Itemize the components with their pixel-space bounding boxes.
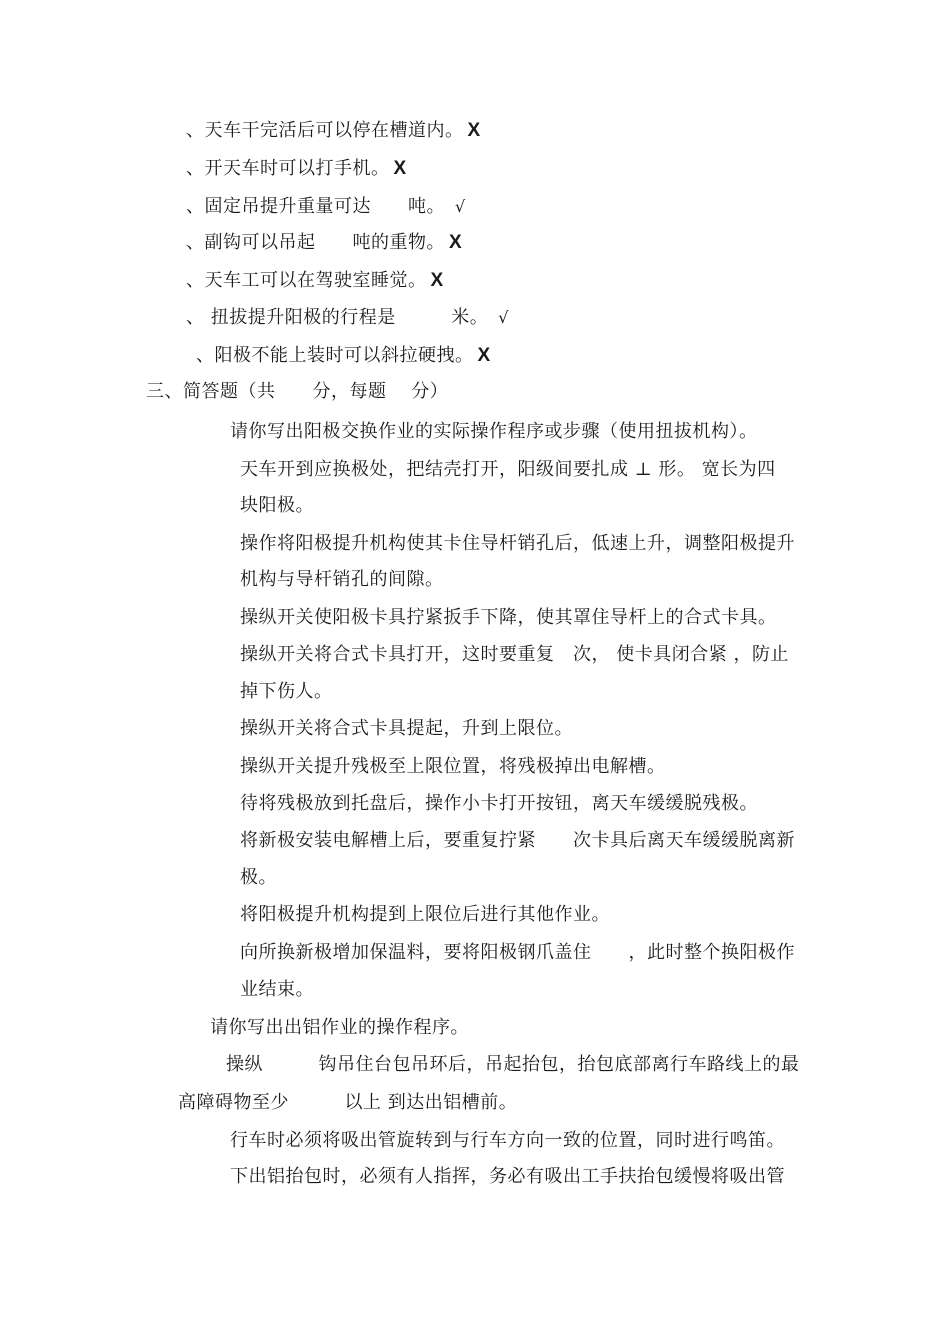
- tf-item-mark: √: [455, 197, 466, 216]
- section-title: 三、简答题（共 分，每题 分）: [146, 381, 449, 402]
- tf-item-text: 、副钩可以吊起 吨的重物。: [186, 232, 445, 253]
- tf-item-mark: X: [449, 232, 463, 253]
- tf-item-text: 、固定吊提升重量可达 吨。: [186, 196, 445, 217]
- tf-item-text: 、天车干完活后可以停在槽道内。: [186, 120, 464, 141]
- tf-item-text: 、阳极不能上装时可以斜拉硬拽。: [196, 345, 474, 366]
- tf-item-3: [186, 195, 466, 219]
- q1-line: 机构与导杆销孔的间隙。: [240, 569, 444, 590]
- tf-item-mark: X: [467, 120, 481, 141]
- q1-line: 向所换新极增加保温料，要将阳极钢爪盖住 ，此时整个换阳极作: [240, 942, 795, 963]
- q2-line: 高障碍物至少 以上 到达出铝槽前。: [178, 1092, 518, 1113]
- question-1-prompt: 请你写出阳极交换作业的实际操作程序或步骤（使用扭拔机构）。: [230, 421, 758, 442]
- q1-line: 极。: [240, 867, 277, 888]
- tf-item-2: [186, 157, 407, 181]
- tf-item-text: 、天车工可以在驾驶室睡觉。: [186, 270, 427, 291]
- q1-line: 天车开到应换极处，把结壳打开，阳级间要扎成 ⊥ 形。 宽长为四: [240, 459, 776, 480]
- tf-item-4: [186, 231, 462, 255]
- q2-line: 下出铝抬包时，必须有人指挥，务必有吸出工手扶抬包缓慢将吸出管: [230, 1166, 785, 1187]
- q1-line: 将新极安装电解槽上后，要重复拧紧 次卡具后离天车缓缓脱离新: [240, 830, 795, 851]
- tf-item-text: 、 扭拔提升阳极的行程是 米。: [186, 307, 489, 328]
- q2-line: 行车时必须将吸出管旋转到与行车方向一致的位置，同时进行鸣笛。: [230, 1130, 785, 1151]
- tf-item-6: [186, 306, 509, 330]
- q1-line: 将阳极提升机构提到上限位后进行其他作业。: [240, 904, 610, 925]
- q1-line: 操纵开关将合式卡具提起，升到上限位。: [240, 718, 573, 739]
- tf-item-7: [196, 344, 491, 368]
- q1-line: 操纵开关将合式卡具打开，这时要重复 次， 使卡具闭合紧 ，防止: [240, 644, 789, 665]
- tf-item-1: [186, 119, 481, 143]
- tf-item-5: [186, 269, 444, 293]
- q1-line: 操纵开关使阳极卡具拧紧扳手下降，使其罩住导杆上的合式卡具。: [240, 607, 777, 628]
- tf-item-text: 、开天车时可以打手机。: [186, 158, 390, 179]
- tf-item-mark: √: [498, 308, 509, 327]
- q2-line: 操纵 钩吊住台包吊环后，吊起抬包，抬包底部离行车路线上的最: [226, 1054, 800, 1075]
- tf-item-mark: X: [393, 158, 407, 179]
- tf-item-mark: X: [477, 345, 491, 366]
- q1-line: 待将残极放到托盘后，操作小卡打开按钮，离天车缓缓脱残极。: [240, 793, 758, 814]
- tf-item-mark: X: [430, 270, 444, 291]
- q1-line: 操纵开关提升残极至上限位置，将残极掉出电解槽。: [240, 756, 666, 777]
- q1-line: 块阳极。: [240, 495, 314, 516]
- q1-line: 掉下伤人。: [240, 681, 333, 702]
- question-2-prompt: 请你写出出铝作业的操作程序。: [210, 1017, 469, 1038]
- q1-line: 业结束。: [240, 979, 314, 1000]
- q1-line: 操作将阳极提升机构使其卡住导杆销孔后，低速上升，调整阳极提升: [240, 533, 795, 554]
